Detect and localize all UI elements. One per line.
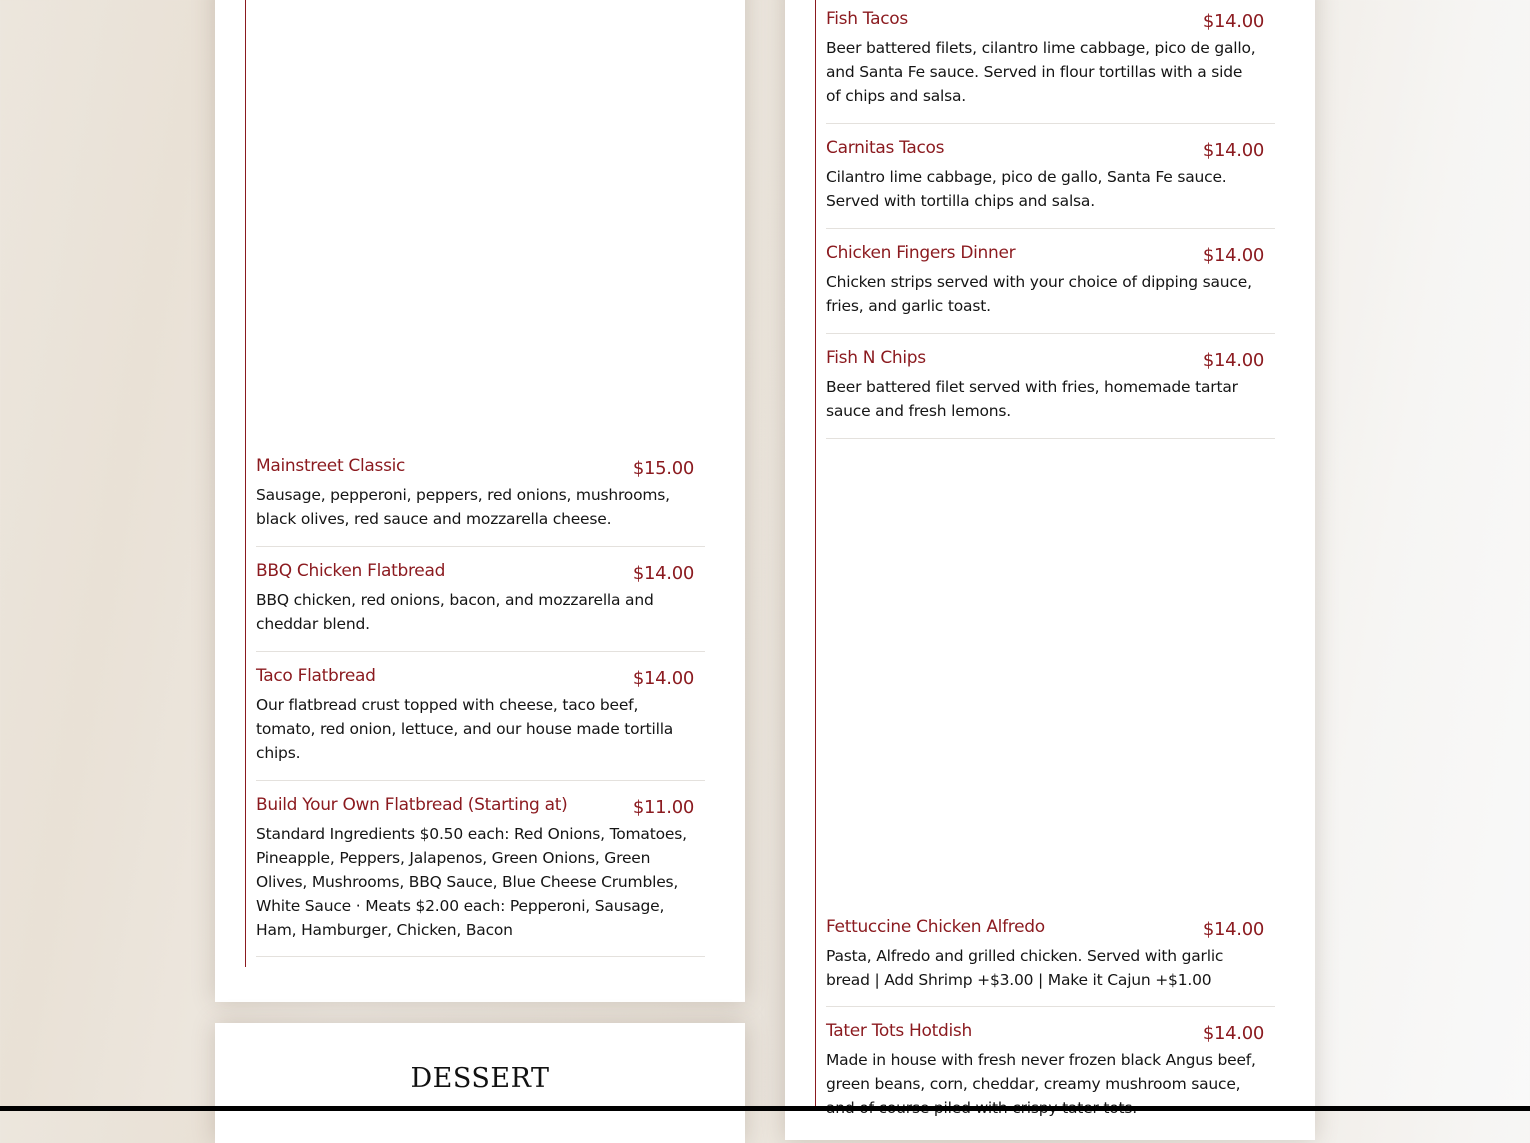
item-price: $11.00 bbox=[632, 797, 694, 818]
item-name: Build Your Own Flatbread (Starting at) bbox=[256, 795, 568, 815]
item-price: $14.00 bbox=[1202, 350, 1264, 371]
item-price: $14.00 bbox=[632, 668, 694, 689]
menu-item bbox=[826, 9, 1275, 124]
item-description: Sausage, pepperoni, peppers, red onions, mushrooms, black olives, red sauce and mozzarella cheese. bbox=[256, 486, 670, 528]
menu-item bbox=[826, 138, 1275, 229]
item-description: Cilantro lime cabbage, pico de gallo, Santa Fe sauce. Served with tortilla chips and salsa. bbox=[826, 168, 1227, 210]
item-price: $14.00 bbox=[1202, 1023, 1264, 1044]
menu-item bbox=[256, 666, 705, 781]
item-description: Made in house with fresh never frozen black Angus beef, green beans, corn, cheddar, creamy mushroom sauce, bbox=[826, 1051, 1256, 1093]
item-description: BBQ chicken, red onions, bacon, and mozzarella and cheddar blend. bbox=[256, 591, 654, 633]
item-description: Beer battered filets, cilantro lime cabbage, pico de gallo, and Santa Fe sauce. Served in flour tortillas with a side of chips and salsa. bbox=[826, 39, 1256, 105]
menu-item bbox=[826, 917, 1275, 1007]
item-description: Our flatbread crust topped with cheese, taco beef, tomato, red onion, lettuce, and our house made tortilla chips. bbox=[256, 696, 674, 762]
item-description: Chicken strips served with your choice of dipping sauce, fries, and garlic toast. bbox=[826, 273, 1252, 315]
item-description: Standard Ingredients $0.50 each: Red Onions, Tomatoes, Pineapple, Peppers, Jalapenos, Green Onions, Green Olives, Mushrooms, BBQ Sauce, Blue Cheese Crumbles, White Sauce · Meats $2.00 each: Pepperoni, Sausage, Ham, Hamburger, Chicken, Bacon bbox=[256, 825, 687, 939]
menu-item bbox=[256, 456, 705, 547]
item-price: $14.00 bbox=[1202, 245, 1264, 266]
item-name: Fish N Chips bbox=[826, 348, 926, 368]
item-name: Carnitas Tacos bbox=[826, 138, 945, 158]
viewport-bottom-edge bbox=[0, 1106, 1530, 1111]
right-column-divider bbox=[815, 0, 816, 1111]
left-column-divider bbox=[245, 0, 246, 967]
menu-item bbox=[826, 243, 1275, 334]
item-price: $14.00 bbox=[632, 563, 694, 584]
dessert-heading: DESSERT bbox=[410, 1063, 550, 1094]
item-price: $15.00 bbox=[632, 458, 694, 479]
item-description: Beer battered filet served with fries, homemade tartar sauce and fresh lemons. bbox=[826, 378, 1238, 420]
item-description: Pasta, Alfredo and grilled chicken. Served with garlic bread | Add Shrimp +$3.00 | Make it Cajun +$1.00 bbox=[826, 947, 1224, 989]
item-price: $14.00 bbox=[1202, 140, 1264, 161]
item-name: Taco Flatbread bbox=[256, 666, 376, 686]
item-name: BBQ Chicken Flatbread bbox=[256, 561, 446, 581]
menu-item bbox=[256, 795, 705, 957]
menu-item bbox=[826, 1021, 1275, 1111]
item-name: Fettuccine Chicken Alfredo bbox=[826, 917, 1045, 937]
dessert-card bbox=[215, 1023, 745, 1143]
item-name: Chicken Fingers Dinner bbox=[826, 243, 1016, 263]
item-price: $14.00 bbox=[1202, 919, 1264, 940]
item-name: Tater Tots Hotdish bbox=[826, 1021, 972, 1041]
item-price: $14.00 bbox=[1202, 11, 1264, 32]
menu-item bbox=[256, 561, 705, 652]
item-name: Fish Tacos bbox=[826, 9, 908, 29]
menu-item bbox=[826, 348, 1275, 439]
item-name: Mainstreet Classic bbox=[256, 456, 406, 476]
